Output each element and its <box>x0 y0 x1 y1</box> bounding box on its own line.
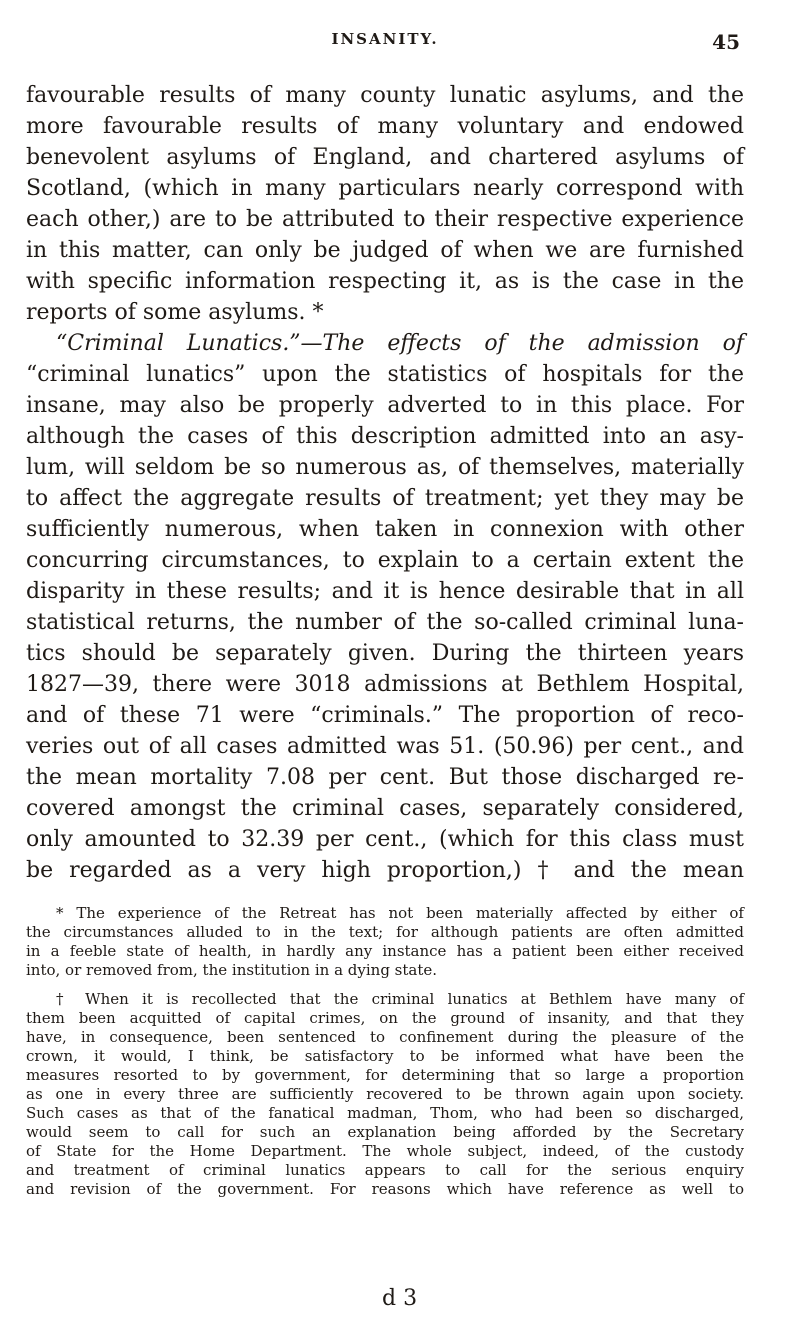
body-line: reports of some asylums. * <box>26 300 324 325</box>
signature-mark: d 3 <box>382 1286 418 1311</box>
footnote-line: them been acquitted of capital crimes, on the ground of insanity, and that they <box>26 1009 744 1027</box>
footnote-2 <box>26 990 744 1199</box>
footnote-line: the circumstances alluded to in the text; for although patients are often admitted <box>26 923 744 941</box>
running-head <box>26 18 744 58</box>
body-line: to affect the aggregate results of treatment; yet they may be <box>26 486 744 511</box>
body-line: and of these 71 were “criminals.” The proportion of reco- <box>26 703 744 728</box>
body-line: insane, may also be properly adverted to in this place. For <box>26 393 744 418</box>
body-line: covered amongst the criminal cases, separately considered, <box>26 796 744 821</box>
body-line: the mean mortality 7.08 per cent. But those discharged re- <box>26 765 744 790</box>
footnotes <box>26 904 744 1199</box>
footnote-line: and treatment of criminal lunatics appears to call for the serious enquiry <box>26 1161 744 1179</box>
footnote-line: have, in consequence, been sentenced to confinement during the pleasure of the <box>26 1028 744 1046</box>
body-line: although the cases of this description admitted into an asy- <box>26 424 744 449</box>
body-line: only amounted to 32.39 per cent., (which for this class must <box>26 827 744 852</box>
running-title: INSANITY. <box>331 30 439 48</box>
body-line: 1827—39, there were 3018 admissions at Bethlem Hospital, <box>26 672 744 697</box>
section-heading-line: “Criminal Lunatics.”—The effects of the admission of <box>56 331 744 356</box>
footnote-line: † When it is recollected that the criminal lunatics at Bethlem have many of <box>56 990 744 1008</box>
body-line: disparity in these results; and it is hence desirable that in all <box>26 579 744 604</box>
footnote-line: * The experience of the Retreat has not been materially affected by either of <box>56 904 744 922</box>
body-line: tics should be separately given. During the thirteen years <box>26 641 744 666</box>
body-line: lum, will seldom be so numerous as, of themselves, materially <box>26 455 744 480</box>
book-page <box>26 18 744 1318</box>
body-line: be regarded as a very high proportion,) † and the mean <box>26 858 744 883</box>
body-line: sufficiently numerous, when taken in connexion with other <box>26 517 744 542</box>
body-line: more favourable results of many voluntary and endowed <box>26 114 744 139</box>
body-text <box>26 80 744 886</box>
footnote-line: Such cases as that of the fanatical madman, Thom, who had been so discharged, <box>26 1104 744 1122</box>
body-line: concurring circumstances, to explain to a certain extent the <box>26 548 744 573</box>
footnote-line: as one in every three are sufficiently recovered to be thrown again upon society. <box>26 1085 744 1103</box>
body-line: veries out of all cases admitted was 51. (50.96) per cent., and <box>26 734 744 759</box>
body-line: favourable results of many county lunatic asylums, and the <box>26 83 744 108</box>
body-line: Scotland, (which in many particulars nearly correspond with <box>26 176 744 201</box>
body-line: in this matter, can only be judged of when we are furnished <box>26 238 744 263</box>
footnote-line: in a feeble state of health, in hardly any instance has a patient been either received <box>26 942 744 960</box>
body-line: “criminal lunatics” upon the statistics of hospitals for the <box>26 362 744 387</box>
footnote-line: into, or removed from, the institution in a dying state. <box>26 961 438 979</box>
body-line: benevolent asylums of England, and chartered asylums of <box>26 145 744 170</box>
footnote-line: and revision of the government. For reasons which have reference as well to <box>26 1180 744 1198</box>
body-line: with specific information respecting it, as is the case in the <box>26 269 744 294</box>
footnote-1 <box>26 904 744 980</box>
body-line: statistical returns, the number of the so-called criminal luna- <box>26 610 744 635</box>
footnote-line: of State for the Home Department. The whole subject, indeed, of the custody <box>26 1142 744 1160</box>
footnote-line: measures resorted to by government, for determining that so large a proportion <box>26 1066 744 1084</box>
body-line: each other,) are to be attributed to their respective experience <box>26 207 744 232</box>
page-number: 45 <box>712 30 740 54</box>
footnote-line: would seem to call for such an explanation being afforded by the Secretary <box>26 1123 744 1141</box>
footnote-line: crown, it would, I think, be satisfactory to be informed what have been the <box>26 1047 744 1065</box>
